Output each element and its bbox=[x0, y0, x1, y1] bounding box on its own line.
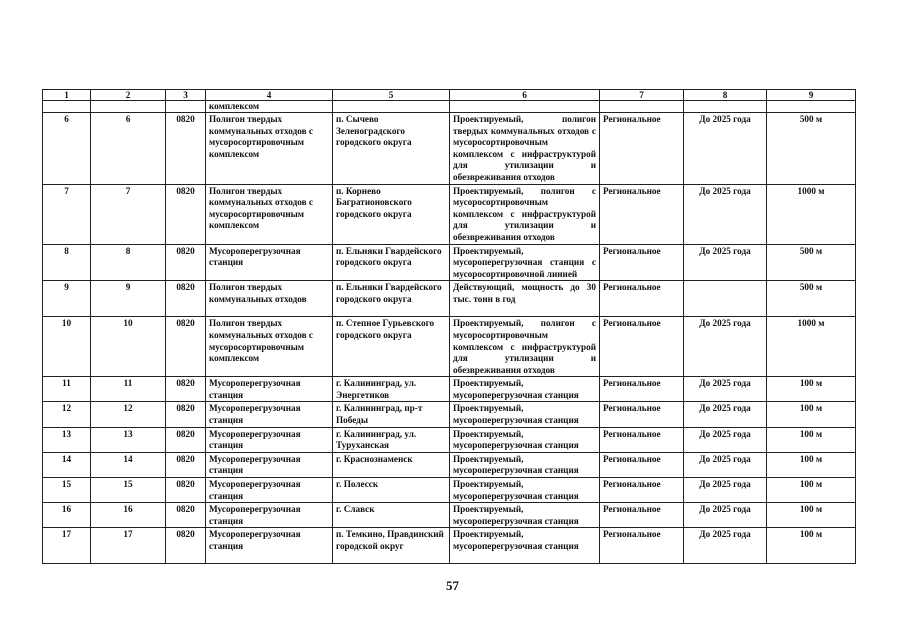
cell-location: п. Сычево Зеленоградского городского округа bbox=[333, 113, 450, 185]
cell-location: п. Корнево Багратионовского городского округа bbox=[333, 184, 450, 244]
cell-item-number: 10 bbox=[91, 317, 166, 377]
cell-location: г. Славск bbox=[333, 503, 450, 528]
table-row bbox=[43, 113, 856, 185]
table-row bbox=[43, 377, 856, 402]
cell-zone-size: 500 м bbox=[767, 281, 856, 317]
cell-row-number: 17 bbox=[43, 528, 91, 564]
cell-code: 0820 bbox=[166, 452, 206, 477]
cell-significance: Региональное bbox=[600, 427, 684, 452]
cell-zone-size: 500 м bbox=[767, 113, 856, 185]
table-row bbox=[43, 281, 856, 317]
cell-description: Проектируемый, полигон с мусоросортировочным комплексом с инфраструктурой для утилизации и обезвреживания отходов bbox=[450, 184, 600, 244]
cell-code: 0820 bbox=[166, 503, 206, 528]
cell-term: До 2025 года bbox=[684, 113, 767, 185]
continuation-text: комплексом bbox=[206, 101, 333, 113]
header-cell: 4 bbox=[206, 90, 333, 101]
cell-term: До 2025 года bbox=[684, 184, 767, 244]
cell-zone-size: 1000 м bbox=[767, 184, 856, 244]
cell-zone-size: 100 м bbox=[767, 427, 856, 452]
cell-object-name: Полигон твердых коммунальных отходов с мусоросортировочным комплексом bbox=[206, 317, 333, 377]
cell-term: До 2025 года bbox=[684, 528, 767, 564]
cell-code: 0820 bbox=[166, 281, 206, 317]
cell-row-number: 7 bbox=[43, 184, 91, 244]
cell-item-number: 17 bbox=[91, 528, 166, 564]
cell-code: 0820 bbox=[166, 184, 206, 244]
header-cell: 5 bbox=[333, 90, 450, 101]
header-cell: 9 bbox=[767, 90, 856, 101]
cell-term: До 2025 года bbox=[684, 478, 767, 503]
cell-object-name: Мусороперегрузочная станция bbox=[206, 377, 333, 402]
cell-location: г. Калининград, ул. Энергетиков bbox=[333, 377, 450, 402]
facilities-table bbox=[42, 89, 856, 564]
cell-object-name: Мусороперегрузочная станция bbox=[206, 244, 333, 281]
cell-description: Проектируемый, мусороперегрузочная станция с мусоросортировочной линией bbox=[450, 244, 600, 281]
cell-row-number: 15 bbox=[43, 478, 91, 503]
cell-object-name: Полигон твердых коммунальных отходов с мусоросортировочным комплексом bbox=[206, 184, 333, 244]
cell-item-number: 6 bbox=[91, 113, 166, 185]
cell-significance: Региональное bbox=[600, 452, 684, 477]
cell-item-number: 7 bbox=[91, 184, 166, 244]
cell-location: п. Темкино, Правдинский городской округ bbox=[333, 528, 450, 564]
cell-significance: Региональное bbox=[600, 377, 684, 402]
cell-object-name: Полигон твердых коммунальных отходов bbox=[206, 281, 333, 317]
table-row bbox=[43, 184, 856, 244]
cell-object-name: Мусороперегрузочная станция bbox=[206, 478, 333, 503]
cell-description: Проектируемый, мусороперегрузочная станция bbox=[450, 528, 600, 564]
cell-significance: Региональное bbox=[600, 478, 684, 503]
cell-significance: Региональное bbox=[600, 317, 684, 377]
cell-significance: Региональное bbox=[600, 281, 684, 317]
cell-row-number: 13 bbox=[43, 427, 91, 452]
cell-object-name: Мусороперегрузочная станция bbox=[206, 402, 333, 427]
cell-location: г. Калининград, пр-т Победы bbox=[333, 402, 450, 427]
cell-code: 0820 bbox=[166, 427, 206, 452]
cell-description: Действующий, мощность до 30 тыс. тонн в год bbox=[450, 281, 600, 317]
cell-zone-size: 100 м bbox=[767, 528, 856, 564]
cell-code: 0820 bbox=[166, 244, 206, 281]
cell-zone-size: 100 м bbox=[767, 503, 856, 528]
cell-term: До 2025 года bbox=[684, 402, 767, 427]
cell-object-name: Полигон твердых коммунальных отходов с мусоросортировочным комплексом bbox=[206, 113, 333, 185]
cell-zone-size: 100 м bbox=[767, 402, 856, 427]
cell-zone-size: 100 м bbox=[767, 478, 856, 503]
cell-object-name: Мусороперегрузочная станция bbox=[206, 503, 333, 528]
header-cell: 3 bbox=[166, 90, 206, 101]
cell-object-name: Мусороперегрузочная станция bbox=[206, 427, 333, 452]
cell-significance: Региональное bbox=[600, 184, 684, 244]
cell-item-number: 16 bbox=[91, 503, 166, 528]
cell-significance: Региональное bbox=[600, 528, 684, 564]
cell-code: 0820 bbox=[166, 317, 206, 377]
table-row bbox=[43, 478, 856, 503]
cell-term: До 2025 года bbox=[684, 503, 767, 528]
table-row bbox=[43, 244, 856, 281]
header-cell: 7 bbox=[600, 90, 684, 101]
cell-description: Проектируемый, полигон с мусоросортировочным комплексом с инфраструктурой для утилизации и обезвреживания отходов bbox=[450, 317, 600, 377]
cell-description: Проектируемый, мусороперегрузочная станция bbox=[450, 402, 600, 427]
cell-zone-size: 100 м bbox=[767, 377, 856, 402]
cell-item-number: 12 bbox=[91, 402, 166, 427]
cell-significance: Региональное bbox=[600, 113, 684, 185]
table-header-row bbox=[43, 90, 856, 101]
cell-object-name: Мусороперегрузочная станция bbox=[206, 528, 333, 564]
cell-item-number: 14 bbox=[91, 452, 166, 477]
cell-object-name: Мусороперегрузочная станция bbox=[206, 452, 333, 477]
cell-significance: Региональное bbox=[600, 244, 684, 281]
cell-location: п. Степное Гурьевского городского округа bbox=[333, 317, 450, 377]
cell-description: Проектируемый, полигон твердых коммунальных отходов с мусоросортировочным комплексом с инфраструктурой для утилизации и обезвреживания отходов bbox=[450, 113, 600, 185]
cell-row-number: 6 bbox=[43, 113, 91, 185]
cell-row-number: 11 bbox=[43, 377, 91, 402]
cell-row-number: 16 bbox=[43, 503, 91, 528]
cell-item-number: 11 bbox=[91, 377, 166, 402]
cell-location: г. Калининград, ул. Туруханская bbox=[333, 427, 450, 452]
cell-description: Проектируемый, мусороперегрузочная станция bbox=[450, 377, 600, 402]
table-row bbox=[43, 503, 856, 528]
cell-term: До 2025 года bbox=[684, 317, 767, 377]
cell-location: п. Ельняки Гвардейского городского округа bbox=[333, 244, 450, 281]
cell-item-number: 8 bbox=[91, 244, 166, 281]
cell-description: Проектируемый, мусороперегрузочная станция bbox=[450, 503, 600, 528]
cell-row-number: 8 bbox=[43, 244, 91, 281]
cell-location: п. Ельняки Гвардейского городского округа bbox=[333, 281, 450, 317]
table-row bbox=[43, 452, 856, 477]
cell-code: 0820 bbox=[166, 478, 206, 503]
header-cell: 2 bbox=[91, 90, 166, 101]
cell-code: 0820 bbox=[166, 113, 206, 185]
cell-significance: Региональное bbox=[600, 503, 684, 528]
table-row bbox=[43, 427, 856, 452]
cell-zone-size: 100 м bbox=[767, 452, 856, 477]
cell-item-number: 9 bbox=[91, 281, 166, 317]
cell-term bbox=[684, 281, 767, 317]
cell-description: Проектируемый, мусороперегрузочная станция bbox=[450, 452, 600, 477]
continuation-row bbox=[43, 101, 856, 113]
table-row bbox=[43, 402, 856, 427]
cell-code: 0820 bbox=[166, 377, 206, 402]
header-cell: 1 bbox=[43, 90, 91, 101]
cell-row-number: 14 bbox=[43, 452, 91, 477]
cell-item-number: 13 bbox=[91, 427, 166, 452]
cell-description: Проектируемый, мусороперегрузочная станция bbox=[450, 478, 600, 503]
cell-zone-size: 1000 м bbox=[767, 317, 856, 377]
table-row bbox=[43, 317, 856, 377]
cell-significance: Региональное bbox=[600, 402, 684, 427]
page-number: 57 bbox=[446, 578, 459, 593]
cell-row-number: 10 bbox=[43, 317, 91, 377]
cell-description: Проектируемый, мусороперегрузочная станция bbox=[450, 427, 600, 452]
table-row bbox=[43, 528, 856, 564]
cell-row-number: 9 bbox=[43, 281, 91, 317]
cell-term: До 2025 года bbox=[684, 244, 767, 281]
cell-term: До 2025 года bbox=[684, 377, 767, 402]
cell-code: 0820 bbox=[166, 528, 206, 564]
header-cell: 6 bbox=[450, 90, 600, 101]
cell-location: г. Полесск bbox=[333, 478, 450, 503]
cell-item-number: 15 bbox=[91, 478, 166, 503]
cell-row-number: 12 bbox=[43, 402, 91, 427]
header-cell: 8 bbox=[684, 90, 767, 101]
cell-term: До 2025 года bbox=[684, 452, 767, 477]
cell-location: г. Краснознаменск bbox=[333, 452, 450, 477]
cell-term: До 2025 года bbox=[684, 427, 767, 452]
cell-zone-size: 500 м bbox=[767, 244, 856, 281]
cell-code: 0820 bbox=[166, 402, 206, 427]
